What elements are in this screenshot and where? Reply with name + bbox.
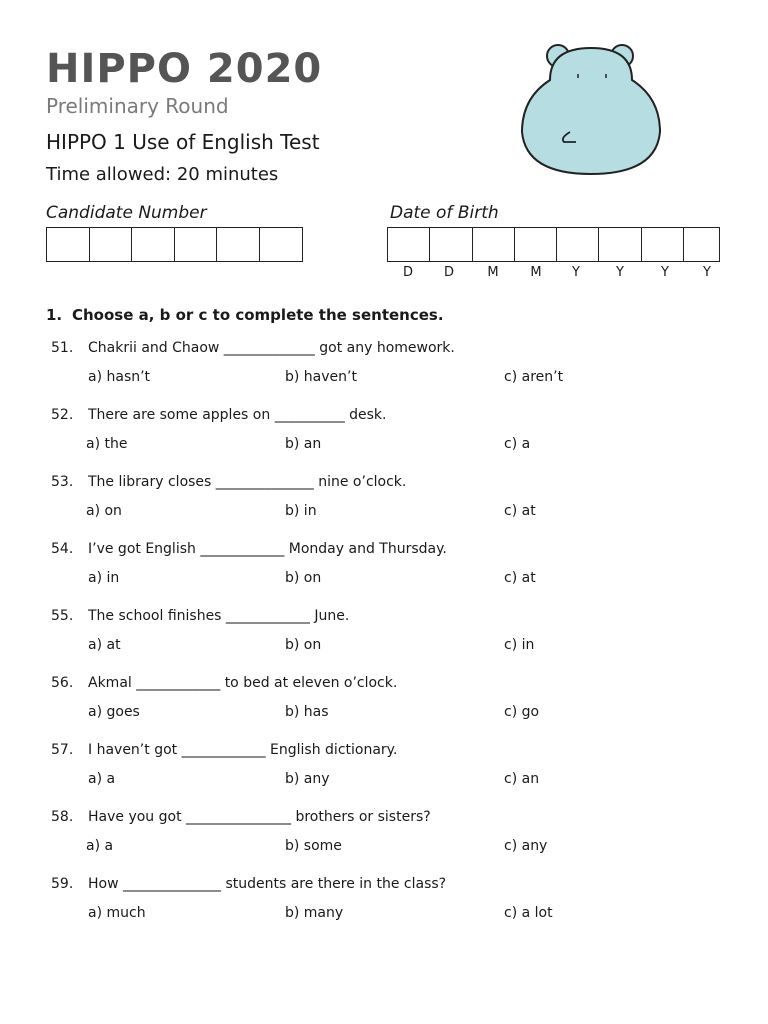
option-b[interactable]: b) haven’t bbox=[285, 369, 357, 385]
hippo-icon bbox=[518, 40, 664, 180]
candidate-number-boxes bbox=[46, 227, 303, 262]
dob-label: Date of Birth bbox=[390, 203, 499, 223]
candidate-digit-box[interactable] bbox=[175, 228, 218, 261]
question-text: Chakrii and Chaow _____________ got any homework. bbox=[88, 340, 455, 356]
section-heading bbox=[46, 306, 444, 324]
question-number: 53. bbox=[51, 474, 74, 490]
section-instruction: Choose a, b or c to complete the sentences. bbox=[72, 306, 444, 324]
question-number: 56. bbox=[51, 675, 74, 691]
dob-hint: D bbox=[443, 265, 454, 280]
question-number: 52. bbox=[51, 407, 74, 423]
option-c[interactable]: c) at bbox=[504, 503, 536, 519]
dob-digit-box[interactable] bbox=[684, 228, 719, 261]
option-b[interactable]: b) on bbox=[285, 570, 322, 586]
candidate-digit-box[interactable] bbox=[217, 228, 260, 261]
option-b[interactable]: b) any bbox=[285, 771, 330, 787]
question-text: There are some apples on __________ desk. bbox=[88, 407, 387, 423]
option-a[interactable]: a) in bbox=[88, 570, 120, 586]
dob-hint: M bbox=[487, 265, 499, 280]
candidate-digit-box[interactable] bbox=[47, 228, 90, 261]
question-number: 57. bbox=[51, 742, 74, 758]
dob-boxes bbox=[387, 227, 720, 262]
candidate-digit-box[interactable] bbox=[260, 228, 303, 261]
candidate-digit-box[interactable] bbox=[132, 228, 175, 261]
dob-digit-box[interactable] bbox=[473, 228, 515, 261]
option-b[interactable]: b) an bbox=[285, 436, 322, 452]
dob-digit-box[interactable] bbox=[599, 228, 641, 261]
question-number: 51. bbox=[51, 340, 74, 356]
dob-hint: Y bbox=[616, 265, 624, 280]
question-number: 58. bbox=[51, 809, 74, 825]
option-b[interactable]: b) on bbox=[285, 637, 322, 653]
question-text: I’ve got English ____________ Monday and Thursday. bbox=[88, 541, 447, 557]
option-c[interactable]: c) a bbox=[504, 436, 531, 452]
option-b[interactable]: b) many bbox=[285, 905, 344, 921]
option-c[interactable]: c) a lot bbox=[504, 905, 553, 921]
dob-digit-box[interactable] bbox=[515, 228, 557, 261]
candidate-digit-box[interactable] bbox=[90, 228, 133, 261]
dob-digit-box[interactable] bbox=[388, 228, 430, 261]
option-c[interactable]: c) in bbox=[504, 637, 535, 653]
question-number: 54. bbox=[51, 541, 74, 557]
dob-hint: Y bbox=[572, 265, 580, 280]
dob-hint: Y bbox=[661, 265, 669, 280]
dob-hint: M bbox=[530, 265, 542, 280]
dob-digit-box[interactable] bbox=[642, 228, 684, 261]
option-a[interactable]: a) a bbox=[86, 838, 114, 854]
option-c[interactable]: c) at bbox=[504, 570, 536, 586]
section-number: 1. bbox=[46, 306, 63, 324]
question-text: I haven’t got ____________ English dictionary. bbox=[88, 742, 398, 758]
option-a[interactable]: a) a bbox=[88, 771, 116, 787]
round-subtitle: Preliminary Round bbox=[46, 94, 229, 118]
question-text: How ______________ students are there in the class? bbox=[88, 876, 447, 892]
question-text: The school finishes ____________ June. bbox=[88, 608, 350, 624]
option-a[interactable]: a) the bbox=[86, 436, 128, 452]
option-a[interactable]: a) at bbox=[88, 637, 121, 653]
brand-title: HIPPO 2020 bbox=[46, 46, 323, 92]
question-text: The library closes ______________ nine o’clock. bbox=[88, 474, 407, 490]
test-name: HIPPO 1 Use of English Test bbox=[46, 130, 320, 154]
option-c[interactable]: c) aren’t bbox=[504, 369, 564, 385]
option-a[interactable]: a) much bbox=[88, 905, 146, 921]
option-c[interactable]: c) an bbox=[504, 771, 540, 787]
dob-digit-box[interactable] bbox=[557, 228, 599, 261]
dob-digit-box[interactable] bbox=[430, 228, 472, 261]
time-allowed: Time allowed: 20 minutes bbox=[46, 164, 279, 185]
question-text: Akmal ____________ to bed at eleven o’clock. bbox=[88, 675, 398, 691]
dob-hint: Y bbox=[703, 265, 711, 280]
option-c[interactable]: c) any bbox=[504, 838, 548, 854]
dob-hint: D bbox=[402, 265, 413, 280]
option-b[interactable]: b) some bbox=[285, 838, 342, 854]
question-number: 55. bbox=[51, 608, 74, 624]
option-b[interactable]: b) in bbox=[285, 503, 317, 519]
option-c[interactable]: c) go bbox=[504, 704, 540, 720]
option-a[interactable]: a) hasn’t bbox=[88, 369, 151, 385]
option-b[interactable]: b) has bbox=[285, 704, 329, 720]
question-text: Have you got _______________ brothers or sisters? bbox=[88, 809, 431, 825]
option-a[interactable]: a) goes bbox=[88, 704, 140, 720]
candidate-number-label: Candidate Number bbox=[46, 203, 207, 223]
option-a[interactable]: a) on bbox=[86, 503, 122, 519]
question-number: 59. bbox=[51, 876, 74, 892]
